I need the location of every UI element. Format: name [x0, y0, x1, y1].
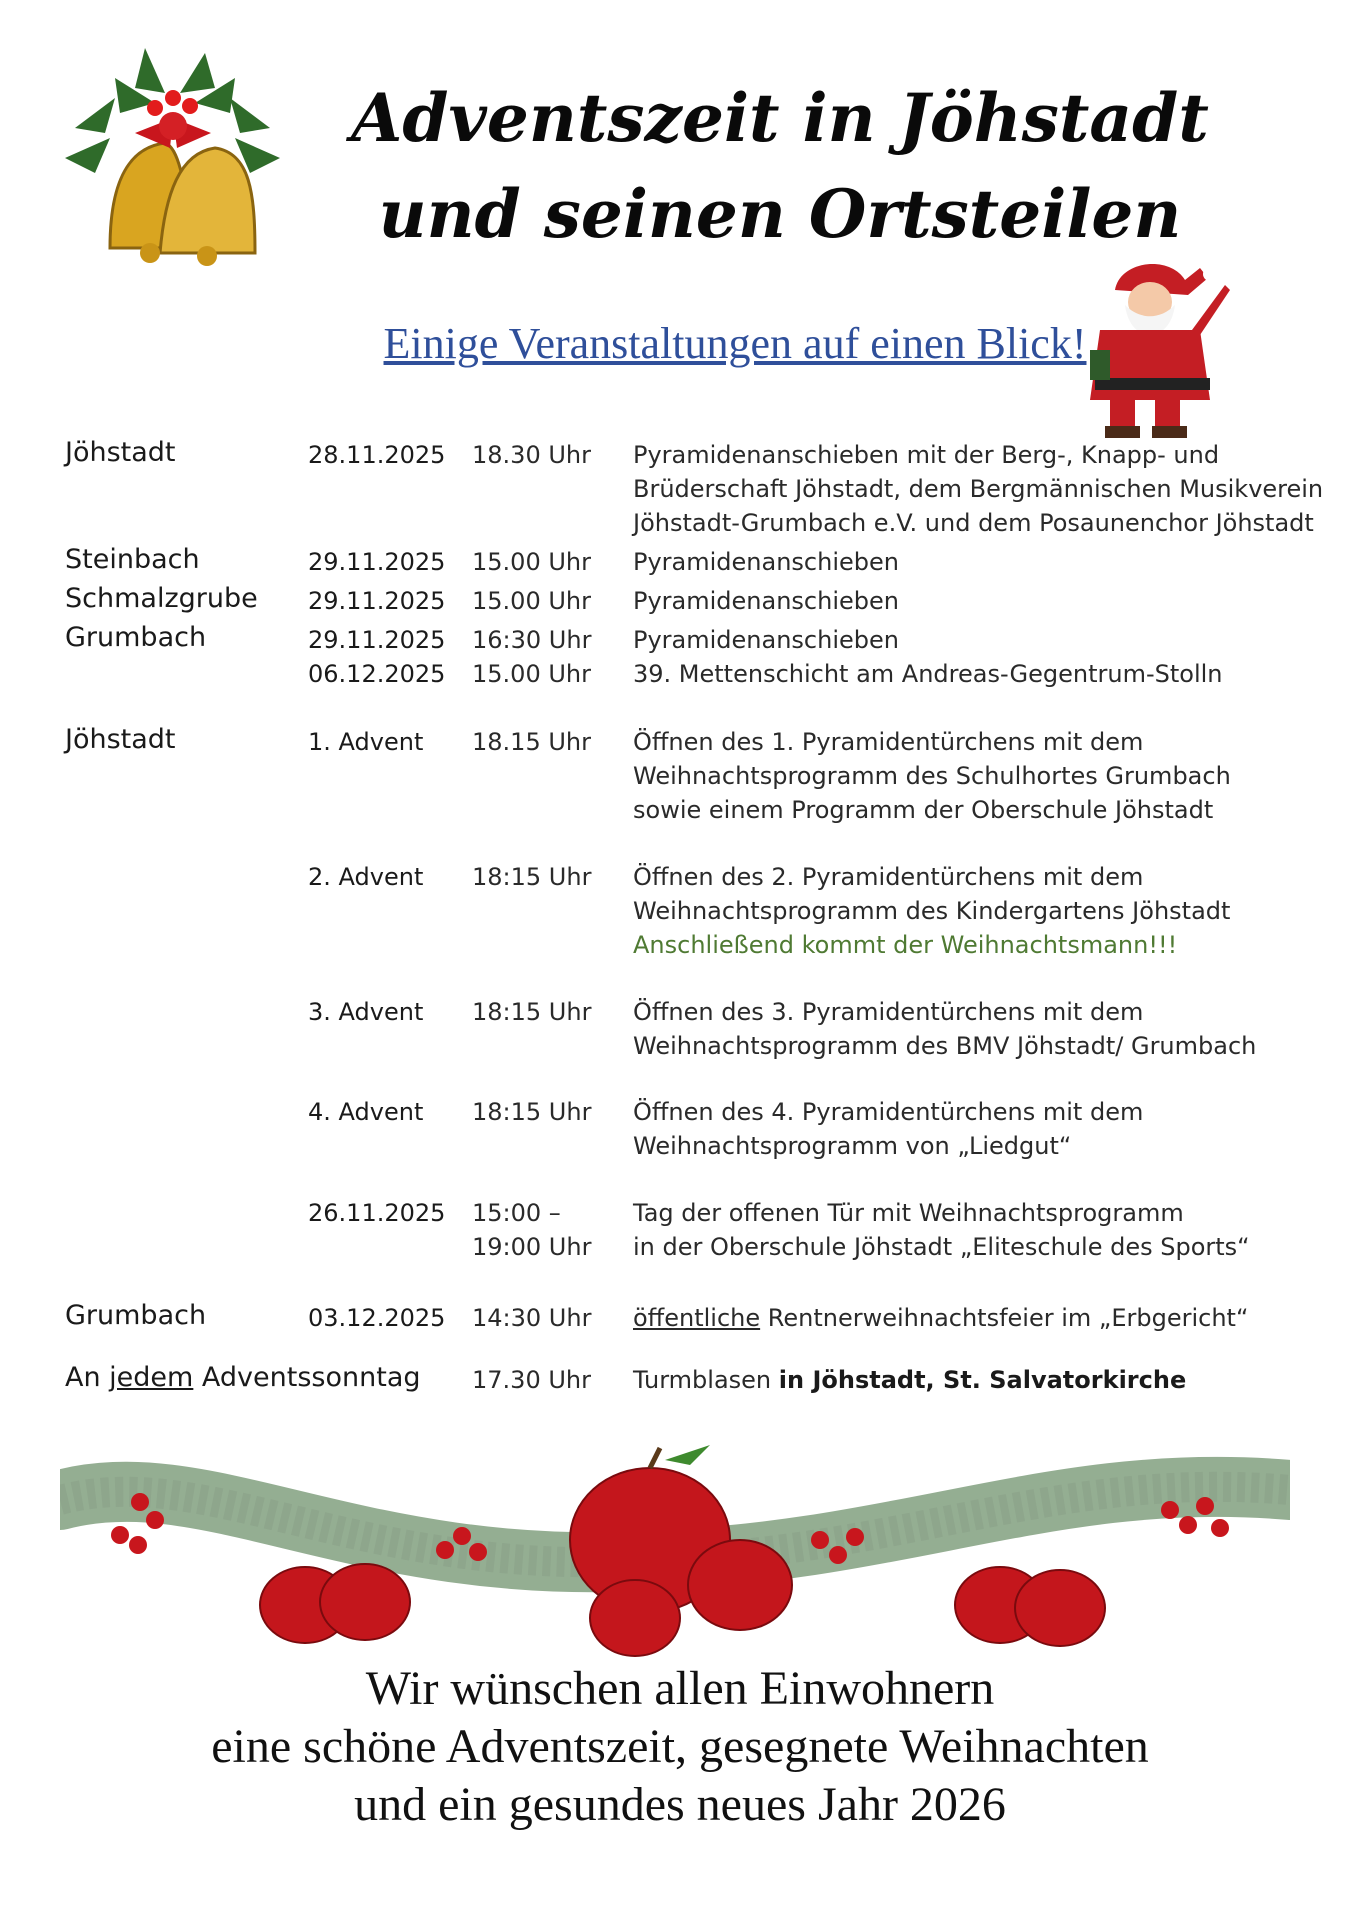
event-date: 28.11.2025: [308, 441, 446, 469]
event-description: [633, 860, 1333, 962]
event-time: 18:15 Uhr: [472, 1098, 592, 1126]
event-date: 4. Advent: [308, 1098, 424, 1126]
event-description-line: in der Oberschule Jöhstadt „Eliteschule des Sports“: [633, 1233, 1250, 1261]
event-place: Steinbach: [65, 544, 200, 575]
event-place: Jöhstadt: [65, 724, 176, 755]
event-description: [633, 725, 1333, 827]
event-description-line: Weihnachtsprogramm des Schulhortes Grumbach: [633, 762, 1231, 790]
closing-line-2: eine schöne Adventszeit, gesegnete Weihnachten: [211, 1720, 1149, 1773]
event-time: [472, 1196, 622, 1264]
event-description-line: Pyramidenanschieben: [633, 626, 899, 654]
page-subtitle: Einige Veranstaltungen auf einen Blick!: [383, 319, 1087, 368]
event-date: 26.11.2025: [308, 1199, 446, 1227]
title-line-1: Adventszeit in Jöhstadt: [351, 79, 1209, 157]
event-description-line: Weihnachtsprogramm des BMV Jöhstadt/ Grumbach: [633, 1032, 1257, 1060]
event-description: [633, 623, 1333, 657]
event-time-start: 15:00 –: [472, 1199, 561, 1227]
event-place: Jöhstadt: [65, 437, 176, 468]
event-time: 18:15 Uhr: [472, 998, 592, 1026]
event-description: [633, 438, 1333, 540]
event-date: 06.12.2025: [308, 660, 446, 688]
event-place-post: Adventssonntag: [193, 1362, 421, 1393]
event-description-line: Öffnen des 1. Pyramidentürchens mit dem: [633, 728, 1144, 756]
event-description-line: Tag der offenen Tür mit Weihnachtsprogramm: [633, 1199, 1184, 1227]
event-time: 18.15 Uhr: [472, 728, 591, 756]
event-description-line: Weihnachtsprogramm des Kindergartens Jöhstadt: [633, 897, 1231, 925]
event-description-rest: Rentnerweihnachtsfeier im „Erbgericht“: [760, 1304, 1249, 1332]
event-description: [633, 545, 1333, 579]
event-time: 15.00 Uhr: [472, 660, 591, 688]
event-description-line: Öffnen des 4. Pyramidentürchens mit dem: [633, 1098, 1144, 1126]
event-time: 16:30 Uhr: [472, 626, 592, 654]
event-description-line: Pyramidenanschieben mit der Berg-, Knapp- und: [633, 441, 1220, 469]
closing-line-3: und ein gesundes neues Jahr 2026: [354, 1778, 1006, 1831]
page-title: [300, 70, 1260, 262]
event-date: 29.11.2025: [308, 548, 446, 576]
event-time: 14:30 Uhr: [472, 1304, 592, 1332]
event-time-end: 19:00 Uhr: [472, 1233, 592, 1261]
event-description-bold: in Jöhstadt, St. Salvatorkirche: [778, 1366, 1187, 1394]
closing-greeting: [120, 1660, 1240, 1834]
event-time: 15.00 Uhr: [472, 548, 591, 576]
event-description: [633, 1301, 1333, 1335]
event-description-line: Öffnen des 3. Pyramidentürchens mit dem: [633, 998, 1144, 1026]
event-place: Schmalzgrube: [65, 583, 258, 614]
event-time: 17.30 Uhr: [472, 1366, 591, 1394]
event-description: [633, 1196, 1333, 1264]
event-description: [633, 657, 1333, 691]
closing-line-1: Wir wünschen allen Einwohnern: [365, 1662, 995, 1715]
event-time: 15.00 Uhr: [472, 587, 591, 615]
event-date: 03.12.2025: [308, 1304, 446, 1332]
event-place-pre: An: [65, 1362, 110, 1393]
event-description: [633, 995, 1333, 1063]
event-time: 18.30 Uhr: [472, 441, 591, 469]
title-line-2: und seinen Ortsteilen: [378, 175, 1182, 253]
event-description-line: Pyramidenanschieben: [633, 548, 899, 576]
event-highlight-note: Anschließend kommt der Weihnachtsmann!!!: [633, 931, 1178, 959]
event-place: Grumbach: [65, 1300, 207, 1331]
event-description-line: 39. Mettenschicht am Andreas-Gegentrum-Stolln: [633, 660, 1223, 688]
event-date: 2. Advent: [308, 863, 424, 891]
event-description-line: sowie einem Programm der Oberschule Jöhstadt: [633, 796, 1214, 824]
event-date: 3. Advent: [308, 998, 424, 1026]
event-description: [633, 584, 1333, 618]
event-description-line: Pyramidenanschieben: [633, 587, 899, 615]
event-place: [65, 1361, 465, 1395]
event-description-line: Brüderschaft Jöhstadt, dem Bergmännischen Musikverein: [633, 475, 1324, 503]
event-time: 18:15 Uhr: [472, 863, 592, 891]
event-description: [633, 1095, 1333, 1163]
event-description: [633, 1363, 1333, 1397]
apple-garland-illustration: [60, 1440, 1290, 1670]
event-description-line: Weihnachtsprogramm von „Liedgut“: [633, 1132, 1072, 1160]
event-description-pre: Turmblasen: [633, 1366, 779, 1394]
event-description-line: Jöhstadt-Grumbach e.V. und dem Posaunenchor Jöhstadt: [633, 509, 1314, 537]
event-description-underlined: öffentliche: [633, 1304, 761, 1332]
event-date: 29.11.2025: [308, 626, 446, 654]
event-date: 1. Advent: [308, 728, 424, 756]
event-description-line: Öffnen des 2. Pyramidentürchens mit dem: [633, 863, 1144, 891]
event-date: 29.11.2025: [308, 587, 446, 615]
event-place: Grumbach: [65, 622, 207, 653]
christmas-bells-illustration: [55, 38, 290, 273]
event-place-underlined: jedem: [109, 1362, 194, 1393]
